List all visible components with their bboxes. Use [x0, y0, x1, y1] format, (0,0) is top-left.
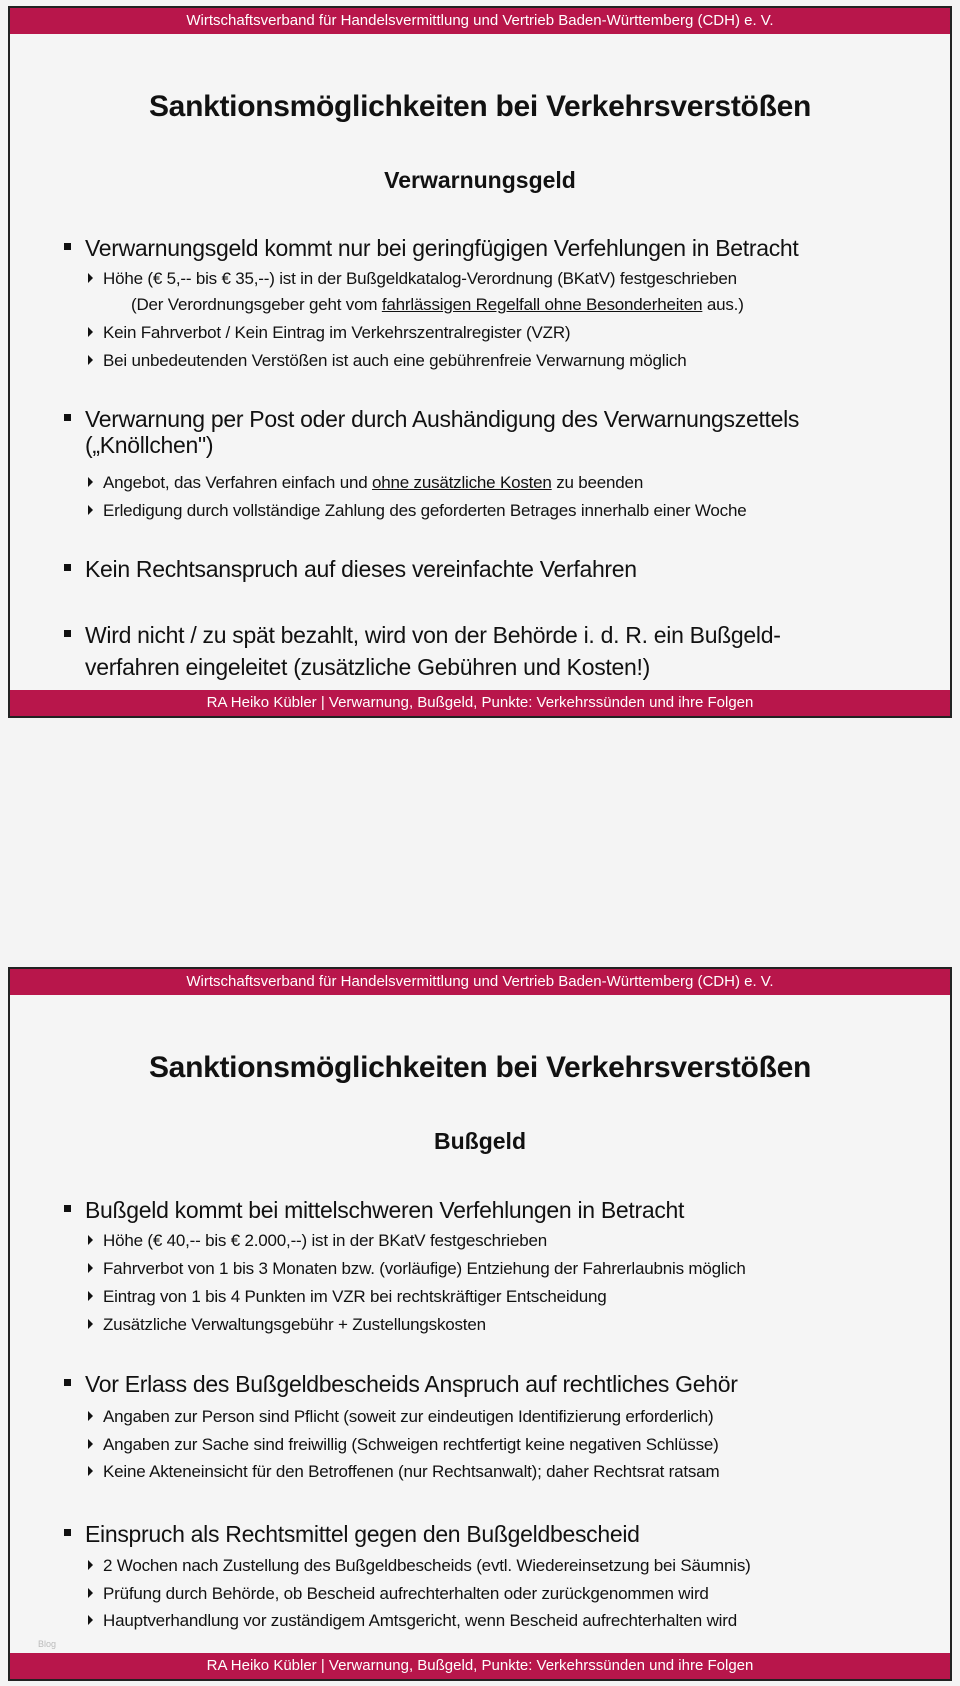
sub-bullet	[88, 351, 686, 371]
sub-bullet-text: Keine Akteneinsicht für den Betroffenen (nur Rechtsanwalt); daher Rechtsrat ratsam	[103, 1462, 720, 1481]
square-bullet-icon	[64, 1529, 71, 1536]
sub-bullet-text: Zusätzliche Verwaltungsgebühr + Zustellungskosten	[103, 1315, 486, 1334]
sub-bullet	[88, 1231, 547, 1251]
slide-subtitle: Bußgeld	[434, 1128, 526, 1154]
triangle-bullet-icon	[88, 505, 93, 515]
underlined-text: fahrlässigen Regelfall ohne Besonderheiten	[381, 295, 703, 314]
sub-bullet-text: 2 Wochen nach Zustellung des Bußgeldbescheids (evtl. Wiedereinsetzung bei Säumnis)	[103, 1556, 751, 1575]
sub-bullet	[88, 1556, 751, 1576]
bullet-text: Verwarnungsgeld kommt nur bei geringfügigen Verfehlungen in Betracht	[85, 235, 799, 261]
triangle-bullet-icon	[88, 1263, 93, 1273]
triangle-bullet-icon	[88, 1466, 93, 1476]
bullet	[64, 1197, 684, 1224]
bullet	[64, 1521, 640, 1548]
sub-bullet-continuation	[131, 295, 744, 315]
sub-bullet	[88, 1435, 719, 1455]
bullet-text: Vor Erlass des Bußgeldbescheids Anspruch auf rechtliches Gehör	[85, 1371, 738, 1397]
bullet-text: Verwarnung per Post oder durch Aushändigung des Verwarnungszettels	[85, 406, 800, 432]
sub-bullet-text: Hauptverhandlung vor zuständigem Amtsgericht, wenn Bescheid aufrechterhalten wird	[103, 1611, 737, 1630]
sub-bullet-text: Höhe (€ 40,-- bis € 2.000,--) ist in der BKatV festgeschrieben	[103, 1231, 547, 1250]
sub-bullet	[88, 1407, 713, 1427]
text: zu beenden	[551, 473, 644, 492]
sub-bullet-text: Fahrverbot von 1 bis 3 Monaten bzw. (vorläufige) Entziehung der Fahrerlaubnis möglich	[103, 1259, 746, 1278]
sub-bullet	[88, 323, 570, 343]
triangle-bullet-icon	[88, 273, 93, 283]
bullet-text-continuation: verfahren eingeleitet (zusätzliche Gebühren und Kosten!)	[85, 654, 650, 680]
slide-footer: RA Heiko Kübler | Verwarnung, Bußgeld, Punkte: Verkehrssünden und ihre Folgen	[10, 1653, 950, 1679]
triangle-bullet-icon	[88, 1439, 93, 1449]
text: Angebot, das Verfahren einfach und	[103, 473, 372, 492]
text: aus.)	[702, 295, 744, 314]
sub-bullet-text: Angaben zur Person sind Pflicht (soweit zur eindeutigen Identifizierung erforderlich)	[103, 1407, 714, 1426]
slide-footer: RA Heiko Kübler | Verwarnung, Bußgeld, Punkte: Verkehrssünden und ihre Folgen	[10, 690, 950, 716]
sub-bullet-text: Eintrag von 1 bis 4 Punkten im VZR bei rechtskräftiger Entscheidung	[103, 1287, 607, 1306]
slide-bussgeld	[8, 967, 952, 1681]
sub-bullet	[88, 1287, 606, 1307]
sub-bullet	[88, 1584, 709, 1604]
bullet-text-continuation: („Knöllchen")	[85, 432, 214, 458]
square-bullet-icon	[64, 564, 71, 571]
triangle-bullet-icon	[88, 1411, 93, 1421]
bullet	[64, 622, 781, 649]
sub-bullet	[88, 1259, 746, 1279]
sub-bullet-text: Kein Fahrverbot / Kein Eintrag im Verkehrszentralregister (VZR)	[103, 323, 571, 342]
triangle-bullet-icon	[88, 1319, 93, 1329]
sub-bullet	[88, 1611, 737, 1631]
triangle-bullet-icon	[88, 1291, 93, 1301]
slide-subtitle: Verwarnungsgeld	[384, 167, 576, 193]
square-bullet-icon	[64, 630, 71, 637]
sub-bullet-text: Bei unbedeutenden Verstößen ist auch eine gebührenfreie Verwarnung möglich	[103, 351, 687, 370]
triangle-bullet-icon	[88, 1560, 93, 1570]
bullet	[64, 235, 799, 262]
slide-header: Wirtschaftsverband für Handelsvermittlung und Vertrieb Baden-Württemberg (CDH) e. V.	[10, 8, 950, 34]
bullet-text: Bußgeld kommt bei mittelschweren Verfehlungen in Betracht	[85, 1197, 685, 1223]
watermark: Blog	[38, 1639, 57, 1649]
slide-title: Sanktionsmöglichkeiten bei Verkehrsverstößen	[148, 1051, 812, 1084]
triangle-bullet-icon	[88, 355, 93, 365]
sub-bullet-text: Erledigung durch vollständige Zahlung des geforderten Betrages innerhalb einer Woche	[103, 501, 747, 520]
triangle-bullet-icon	[88, 1615, 93, 1625]
square-bullet-icon	[64, 414, 71, 421]
triangle-bullet-icon	[88, 1235, 93, 1245]
slide-title: Sanktionsmöglichkeiten bei Verkehrsverstößen	[148, 90, 812, 123]
bullet-text: Kein Rechtsanspruch auf dieses vereinfachte Verfahren	[85, 556, 637, 582]
sub-bullet	[88, 501, 746, 521]
square-bullet-icon	[64, 1379, 71, 1386]
bullet-text: Einspruch als Rechtsmittel gegen den Bußgeldbescheid	[85, 1521, 640, 1547]
sub-bullet-text: Angaben zur Sache sind freiwillig (Schweigen rechtfertigt keine negativen Schlüsse)	[103, 1435, 719, 1454]
sub-bullet	[88, 269, 737, 289]
sub-bullet-text: Prüfung durch Behörde, ob Bescheid aufrechterhalten oder zurückgenommen wird	[103, 1584, 709, 1603]
triangle-bullet-icon	[88, 1588, 93, 1598]
sub-bullet	[88, 1315, 486, 1335]
slide-verwarnungsgeld	[8, 6, 952, 718]
text: (Der Verordnungsgeber geht vom	[131, 295, 382, 314]
triangle-bullet-icon	[88, 327, 93, 337]
sub-bullet	[88, 473, 643, 493]
bullet	[64, 556, 637, 583]
bullet-text: Wird nicht / zu spät bezahlt, wird von der Behörde i. d. R. ein Bußgeld-	[85, 622, 781, 648]
bullet	[64, 1371, 738, 1398]
underlined-text: ohne zusätzliche Kosten	[372, 473, 552, 492]
bullet	[64, 406, 799, 433]
sub-bullet	[88, 1462, 719, 1482]
slide-header: Wirtschaftsverband für Handelsvermittlung und Vertrieb Baden-Württemberg (CDH) e. V.	[10, 969, 950, 995]
square-bullet-icon	[64, 243, 71, 250]
triangle-bullet-icon	[88, 477, 93, 487]
sub-bullet-text: Höhe (€ 5,-- bis € 35,--) ist in der Bußgeldkatalog-Verordnung (BKatV) festgeschrieben	[103, 269, 737, 288]
square-bullet-icon	[64, 1205, 71, 1212]
